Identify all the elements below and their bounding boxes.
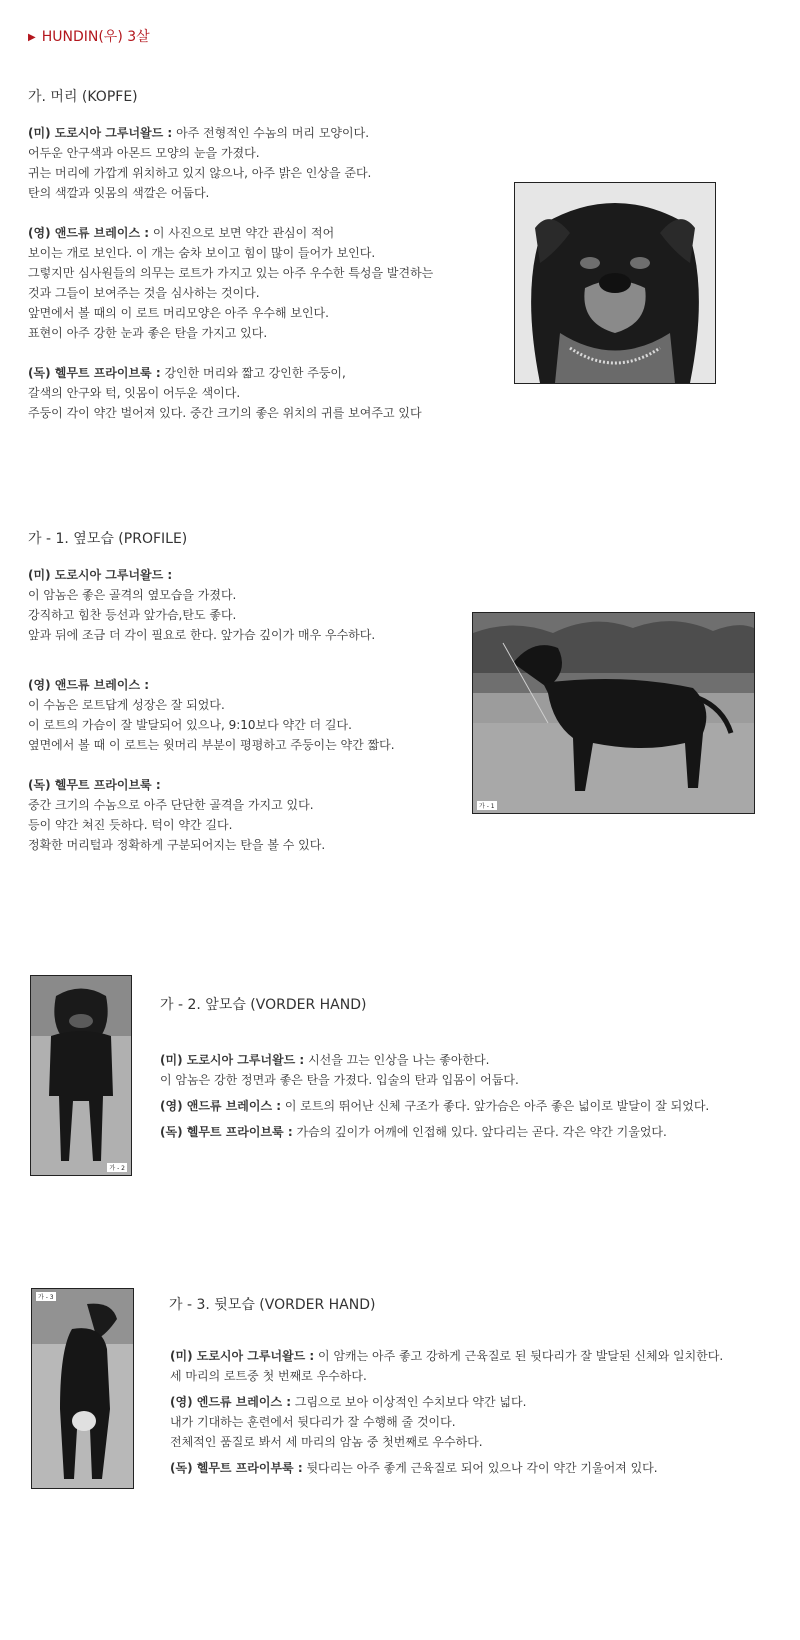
front-comments: (미) 도로시아 그루너왈드 : 시선을 끄는 인상을 나는 좋아한다. 이 암놈은 강한 정면과 좋은 탄을 가졌다. 입술의 탄과 입몸이 어둡다. (영) 앤드류 브레이스 : 이 로트의 뛰어난 신체 구조가 좋다. 앞가슴은 아주 좋은 넓이로 발달이 잘 되었다. (독) 헬무트 프라이브룩 : 가슴의 깊이가 어깨에 인접해 있다. 앞다리는 곧다. 각은 약간 기울었다. xyxy=(160,1053,710,1139)
judge-label-yeong: (영) 앤드류 브레이스 : xyxy=(28,226,150,240)
judge-label-dok: (독) 헬무트 프라이브룩 : xyxy=(28,366,161,380)
judge-label-mi: (미) 도로시아 그루너왈드 : xyxy=(28,126,173,140)
comment-mi: (미) 도로시아 그루너왈드 : 아주 전형적인 수놈의 머리 모양이다. xyxy=(28,126,370,140)
judge-label-yeong: (영) 엔드류 브레이스 : xyxy=(170,1395,292,1409)
section-title-profile: 가 - 1. 옆모습 (PROFILE) xyxy=(28,531,188,547)
section-title-front: 가 - 2. 앞모습 (VORDER HAND) xyxy=(160,997,367,1013)
dog-head-photo xyxy=(514,182,716,384)
head-comments: (미) 도로시아 그루너왈드 : 아주 전형적인 수놈의 머리 모양이다. 어두운 안구색과 아몬드 모양의 눈을 가졌다. 귀는 머리에 가깝게 위치하고 있지 않으나, 아주 밝은 인상을 준다. 탄의 색깔과 잇몸의 색깔은 어둡다. (영) 앤드류 브레이스 : 이 사진으로 보면 약간 관심이 적어 보이는 개로 보인다. 이 개는 숨차 보이고 힘이 많이 들어가 보인다. 그렇지만 심사원들의 의무는 로트가 가지고 있는 아주 우수한 특성을 발견하는 것과 그들이 보여주는 것을 심사하는 것이다. 앞면에서 볼 때의 이 로트 머리모양은 아주 우수해 보인다. 표현이 아주 강한 눈과 좋은 탄을 가지고 있다. (독) 헬무트 프라이브룩 : 강인한 머리와 짧고 강인한 주둥이, 갈색의 안구와 턱, 잇몸이 어두운 색이다. 주둥이 각이 약간 벌어져 있다. 중간 크기의 좋은 위치의 귀를 보여주고 있다 xyxy=(28,123,488,423)
judge-label-dok: (독) 헬무트 프라이부룩 : xyxy=(170,1461,303,1475)
profile-comments: (미) 도로시아 그루너왈드 : 이 암놈은 좋은 골격의 옆모습을 가졌다. 강직하고 힘찬 등선과 앞가슴,탄도 좋다. 앞과 뒤에 조금 더 각이 필요로 한다. 앞가슴 깊이가 매우 우수하다. (영) 앤드류 브레이스 : 이 수놈은 로트답게 성장은 잘 되었다. 이 로트의 가슴이 잘 발달되어 있으나, 9:10보다 약간 더 길다. 옆면에서 볼 때 이 로트는 윗머리 부분이 평평하고 주둥이는 약간 짧다. (독) 헬무트 프라이브룩 : 중간 크기의 수놈으로 아주 단단한 골격을 가지고 있다. 등이 약간 쳐진 듯하다. 턱이 약간 길다. 정확한 머리털과 정확하게 구분되어지는 탄을 볼 수 있다. xyxy=(28,565,468,855)
photo-tag: 가 - 3 xyxy=(38,1294,54,1301)
header-title: HUNDIN(우) 3살 xyxy=(41,29,150,45)
judge-label-dok: (독) 헬무트 프라이브룩 : xyxy=(160,1125,293,1139)
dog-front-photo xyxy=(30,975,132,1176)
section-title-head: 가. 머리 (KOPFE) xyxy=(28,89,138,105)
dog-rear-photo xyxy=(31,1288,134,1489)
comment-dok: (독) 헬무트 프라이브룩 : 강인한 머리와 짧고 강인한 주둥이, xyxy=(28,366,346,380)
section-title-rear: 가 - 3. 뒷모습 (VORDER HAND) xyxy=(169,1297,376,1313)
judge-label-mi: (미) 도로시아 그루너왈드 : xyxy=(170,1349,315,1363)
dog-profile-photo xyxy=(472,612,755,814)
judge-label-yeong: (영) 앤드류 브레이스 : xyxy=(160,1099,282,1113)
judge-label-dok: (독) 헬무트 프라이브룩 : xyxy=(28,778,161,792)
triangle-marker-icon: ▶ xyxy=(28,32,36,43)
rear-comments: (미) 도로시아 그루너왈드 : 이 암캐는 아주 좋고 강하게 근육질로 된 뒷다리가 잘 발달된 신체와 일치한다. 세 마리의 로트중 첫 번째로 우수하다. (영) 엔드류 브레이스 : 그림으로 보아 이상적인 수치보다 약간 넓다. 내가 기대하는 훈련에서 뒷다리가 잘 수행해 줄 것이다. 전체적인 품질로 봐서 세 마리의 암놈 중 첫번째로 우수하다. (독) 헬무트 프라이부룩 : 뒷다리는 아주 좋게 근육질로 되어 있으나 각이 약간 기울어져 있다. xyxy=(170,1349,724,1475)
page-header xyxy=(28,26,150,46)
photo-tag: 가 - 1 xyxy=(479,803,495,810)
judge-label-mi: (미) 도로시아 그루너왈드 : xyxy=(160,1053,305,1067)
judge-label-yeong: (영) 앤드류 브레이스 : xyxy=(28,678,150,692)
photo-tag: 가 - 2 xyxy=(109,1165,125,1172)
comment-yeong: (영) 앤드류 브레이스 : 이 사진으로 보면 약간 관심이 적어 xyxy=(28,226,335,240)
judge-label-mi: (미) 도로시아 그루너왈드 : xyxy=(28,568,173,582)
